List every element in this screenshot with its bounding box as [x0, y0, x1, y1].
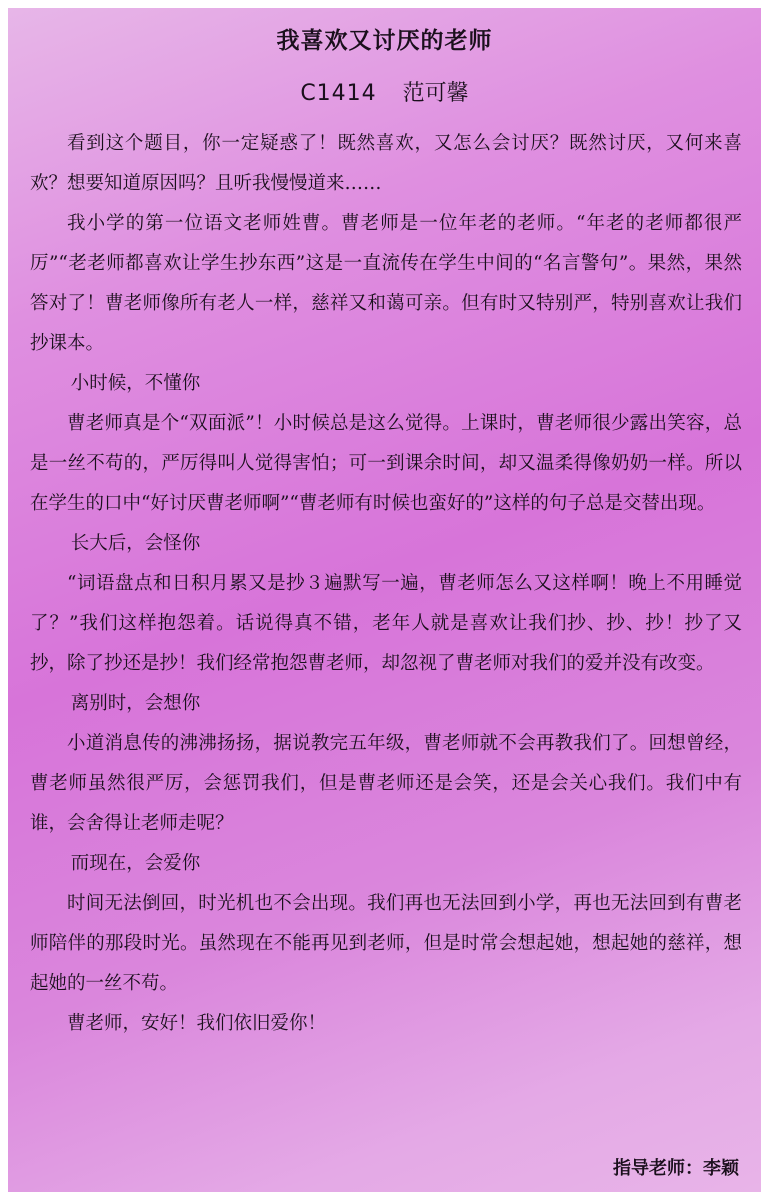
section-heading: 而现在，会爱你: [70, 853, 201, 874]
paragraph: 小道消息传的沸沸扬扬，据说教完五年级，曹老师就不会再教我们了。回想曾经，曹老师虽然很严厉，会惩罚我们，但是曹老师还是会笑，还是会关心我们。我们中有谁，会舍得让老师走呢？: [30, 733, 742, 834]
document-page: [8, 8, 761, 1192]
paragraph: 我小学的第一位语文老师姓曹。曹老师是一位年老的老师。“年老的老师都很严厉”“老老师都喜欢让学生抄东西”这是一直流传在学生中间的“名言警句”。果然，果然答对了！曹老师像所有老人一样，慈祥又和蔼可亲。但有时又特别严，特别喜欢让我们抄课本。: [30, 213, 742, 354]
paragraph: “词语盘点和日积月累又是抄３遍默写一遍，曹老师怎么又这样啊！晚上不用睡觉了？”我们这样抱怨着。话说得真不错，老年人就是喜欢让我们抄、抄、抄！抄了又抄，除了抄还是抄！我们经常抱怨曹老师，却忽视了曹老师对我们的爱并没有改变。: [30, 573, 742, 674]
class-code: C1414: [300, 81, 377, 106]
section-heading: 长大后，会怪你: [70, 533, 201, 554]
paragraph: 看到这个题目，你一定疑惑了！既然喜欢，又怎么会讨厌？既然讨厌，又何来喜欢？想要知道原因吗？且听我慢慢道来……: [30, 133, 742, 194]
essay-title: 我喜欢又讨厌的老师: [276, 27, 493, 54]
closing-line: 曹老师，安好！我们依旧爱你！: [67, 1013, 327, 1034]
byline: [8, 76, 761, 107]
section-heading: 小时候，不懂你: [70, 373, 201, 394]
instructor-credit: 指导老师：李颖: [613, 1158, 739, 1179]
essay-body: [30, 124, 742, 1044]
author-name: 范可馨: [402, 81, 469, 106]
paragraph: 曹老师真是个“双面派”！小时候总是这么觉得。上课时，曹老师很少露出笑容，总是一丝不苟的，严厉得叫人觉得害怕；可一到课余时间，却又温柔得像奶奶一样。所以在学生的口中“好讨厌曹老师啊”“曹老师有时候也蛮好的”这样的句子总是交替出现。: [30, 413, 742, 514]
section-heading: 离别时，会想你: [70, 693, 201, 714]
paragraph: 时间无法倒回，时光机也不会出现。我们再也无法回到小学，再也无法回到有曹老师陪伴的那段时光。虽然现在不能再见到老师，但是时常会想起她，想起她的慈祥，想起她的一丝不苟。: [30, 893, 742, 994]
